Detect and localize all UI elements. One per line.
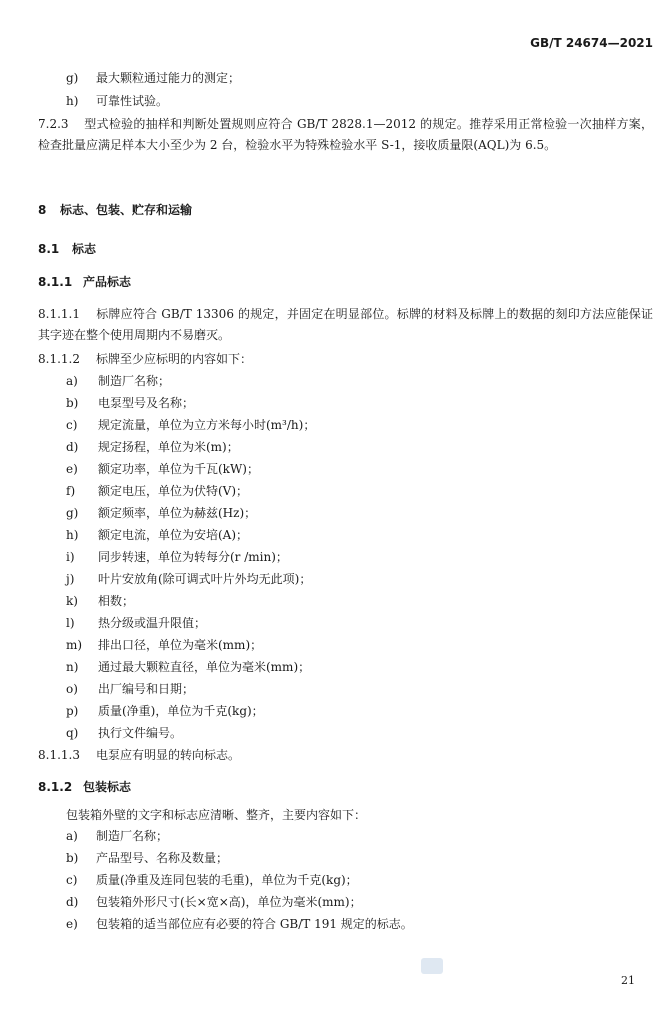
- section-8-1-1-heading: 8.1.1 产品标志: [38, 275, 132, 289]
- clause-7-2-3: 7.2.3 型式检验的抽样和判断处置规则应符合 GB/T 2828.1—2012 的规定。推荐采用正常检验一次抽样方案，检查批量应满足样本大小至少为 2 台，检验水平为特殊检验水平 S-1，接收质量限(AQL)为 6.5。: [38, 117, 653, 152]
- standard-code-header: GB/T 24674—2021: [530, 36, 653, 50]
- list-item: a) 制造厂名称；: [66, 374, 171, 388]
- list-item: h) 可靠性试验。: [66, 94, 169, 108]
- list-item: j) 叶片安放角(除可调式叶片外均无此项)；: [66, 572, 312, 586]
- list-item: a) 制造厂名称；: [66, 829, 169, 843]
- clause-8-1-1-2: 8.1.1.2 标牌至少应标明的内容如下：: [38, 352, 253, 366]
- list-item: f) 额定电压，单位为伏特(V)；: [66, 484, 249, 498]
- list-item: b) 产品型号、名称及数量；: [66, 851, 229, 865]
- list-item: i) 同步转速，单位为转每分(r /min)；: [66, 550, 288, 564]
- list-item: d) 规定扬程，单位为米(m)；: [66, 440, 239, 454]
- list-item: o) 出厂编号和日期；: [66, 682, 195, 696]
- list-item: g) 最大颗粒通过能力的测定；: [66, 71, 241, 85]
- clause-8-1-1-1: 8.1.1.1 标牌应符合 GB/T 13306 的规定，并固定在明显部位。标牌的材料及标牌上的数据的刻印方法应能保证其字迹在整个使用周期内不易磨灭。: [38, 307, 653, 342]
- list-item: p) 质量(净重)，单位为千克(kg)；: [66, 704, 264, 718]
- list-item: g) 额定频率，单位为赫兹(Hz)；: [66, 506, 257, 520]
- section-8-1-heading: 8.1 标志: [38, 242, 97, 256]
- clause-8-1-1-3: 8.1.1.3 电泵应有明显的转向标志。: [38, 748, 241, 762]
- list-item: c) 质量(净重及连同包装的毛重)，单位为千克(kg)；: [66, 873, 358, 887]
- page-number: 21: [621, 974, 635, 987]
- list-item: q) 执行文件编号。: [66, 726, 183, 740]
- section-8-1-2-heading: 8.1.2 包装标志: [38, 780, 132, 794]
- list-item: h) 额定电流，单位为安培(A)；: [66, 528, 249, 542]
- list-item: e) 包装箱的适当部位应有必要的符合 GB/T 191 规定的标志。: [66, 917, 413, 931]
- list-item: b) 电泵型号及名称；: [66, 396, 195, 410]
- list-item: c) 规定流量，单位为立方米每小时(m³/h)；: [66, 418, 316, 432]
- list-item: d) 包装箱外形尺寸(长×宽×高)，单位为毫米(mm)；: [66, 895, 362, 909]
- list-item: e) 额定功率，单位为千瓦(kW)；: [66, 462, 259, 476]
- list-item: m) 排出口径，单位为毫米(mm)；: [66, 638, 263, 652]
- list-item: n) 通过最大颗粒直径，单位为毫米(mm)；: [66, 660, 311, 674]
- packaging-intro: 包装箱外壁的文字和标志应清晰、整齐，主要内容如下：: [66, 808, 367, 822]
- watermark-logo: [421, 958, 443, 974]
- list-item: l) 热分级或温升限值；: [66, 616, 207, 630]
- section-8-heading: 8 标志、包装、贮存和运输: [38, 203, 193, 217]
- list-item: k) 相数；: [66, 594, 135, 608]
